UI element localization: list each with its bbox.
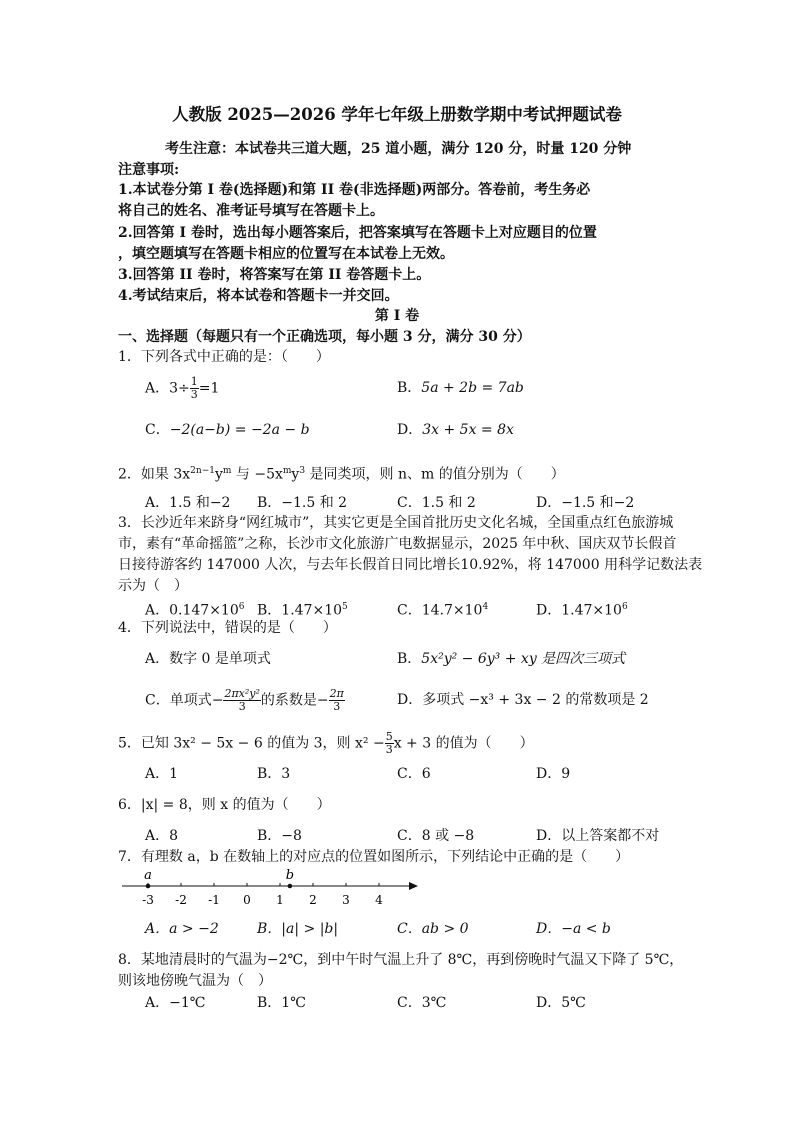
q6-option-b: B．−8: [257, 828, 302, 844]
q6-option-d: D．以上答案都不对: [536, 828, 660, 844]
q1-option-b: B．5a + 2b = 7ab: [397, 380, 524, 396]
volume-title: 第 I 卷: [374, 308, 420, 324]
q3-option-b: B．$1.47\times 10^5$: [257, 602, 348, 619]
notes-heading: 注意事项:: [118, 162, 180, 178]
q1-stem: 1．下列各式中正确的是：（ ）: [118, 349, 330, 365]
axis-tick-label: 1: [276, 893, 284, 907]
q5-option-b: B．3: [257, 766, 291, 782]
note-line: 2.回答第 I 卷时，选出每小题答案后，把答案填写在答题卡上对应题目的位置: [118, 225, 597, 241]
q3-stem-line: 示为（ ）: [118, 578, 188, 594]
q7-option-c: C．ab > 0: [397, 921, 469, 937]
q3-option-a: A．$0.147\times 10^6$: [145, 602, 245, 619]
q8-option-d: D．5℃: [536, 995, 586, 1011]
q3-option-d: D．$1.47\times 10^6$: [536, 602, 628, 619]
q1-option-d: D．3x + 5x = 8x: [397, 422, 514, 438]
axis-tick-label: 2: [309, 893, 317, 907]
q8-option-c: C．3℃: [397, 995, 447, 1011]
q4-stem: 4．下列说法中，错误的是（ ）: [118, 620, 337, 636]
note-line: 3.回答第 II 卷时，将答案写在第 II 卷答题卡上。: [118, 267, 431, 283]
q6-option-c: C．8 或 −8: [397, 828, 475, 844]
q4-option-c: C．单项式− $\frac{\text{2πx²y²}}{3}$ 的系数是− $\frac{2\pi}{3}$: [145, 687, 344, 713]
q7-option-a: A．a > −2: [145, 921, 219, 937]
exam-title: 人教版 2025—2026 学年七年级上册数学期中考试押题试卷: [172, 105, 622, 124]
q2-stem: 2．如果 $3x^{2n-1}y^m$ 与 $-5x^my^3$ 是同类项，则 n、m 的值分别为（ ）: [118, 466, 565, 483]
point-b-dot: [288, 884, 293, 889]
point-a-label: a: [144, 868, 152, 883]
q8-stem-line: 8．某地清晨时的气温为−2℃，到中午时气温上升了 8℃，再到傍晚时气温又下降了 5℃，: [118, 952, 684, 968]
note-line: 将自己的姓名、准考证号填写在答题卡上。: [118, 203, 384, 219]
point-a-dot: [146, 884, 151, 889]
number-line: [118, 864, 428, 910]
q5-option-c: C．6: [397, 766, 431, 782]
note-line: ，填空题填写在答题卡相应的位置写在本试卷上无效。: [118, 246, 454, 262]
axis-tick-label: 4: [375, 893, 383, 907]
q1-option-a: A．3÷ $\frac{1}{3}$ =1: [145, 375, 220, 401]
q5-option-a: A．1: [145, 766, 179, 782]
q1-option-c: C．−2(a−b) = −2a − b: [145, 422, 310, 438]
q2-option-c: C．1.5 和 2: [397, 495, 476, 511]
q3-option-c: C．$14.7\times 10^4$: [397, 602, 489, 619]
q5-stem: 5．已知 3x² − 5x − 6 的值为 3，则 x² − $\frac{5}{3}$ x + 3 的值为（ ）: [118, 730, 534, 756]
q6-stem: 6．|x| = 8，则 x 的值为（ ）: [118, 797, 331, 813]
q4-option-a: A．数字 0 是单项式: [145, 651, 271, 667]
axis-tick-label: -1: [208, 893, 220, 907]
q3-stem-line: 市，素有“革命摇篮”之称，长沙市文化旅游广电数据显示，2025 年中秋、国庆双节长假首: [118, 536, 677, 552]
q3-stem-line: 日接待游客约 147000 人次，与去年长假首日同比增长10.92%，将 147000 用科学记数法表: [118, 557, 703, 573]
q7-option-d: D．−a < b: [536, 921, 611, 937]
note-line: 1.本试卷分第 I 卷(选择题)和第 II 卷(非选择题)两部分。答卷前，考生务必: [118, 182, 591, 198]
q5-option-d: D．9: [536, 766, 571, 782]
q8-stem-line: 则该地傍晚气温为（ ）: [118, 973, 272, 989]
axis-tick-label: -3: [142, 893, 154, 907]
point-b-label: b: [285, 868, 295, 883]
candidate-notice: 考生注意：本试卷共三道大题，25 道小题，满分 120 分，时量 120 分钟: [165, 141, 632, 157]
number-line-arrow: [409, 882, 418, 890]
q7-stem: 7．有理数 a，b 在数轴上的对应点的位置如图所示，下列结论中正确的是（ ）: [118, 849, 630, 865]
axis-tick-label: 0: [243, 893, 251, 907]
q3-stem-line: 3．长沙近年来跻身“网红城市”，其实它更是全国首批历史文化名城，全国重点红色旅游城: [118, 515, 674, 531]
q4-option-d: D．多项式 −x³ + 3x − 2 的常数项是 2: [397, 692, 649, 708]
q2-option-a: A．1.5 和−2: [145, 495, 231, 511]
q2-option-d: D．−1.5 和−2: [536, 495, 635, 511]
q4-option-b: B．5x²y² − 6y³ + xy 是四次三项式: [397, 651, 626, 667]
axis-tick-label: 3: [342, 893, 350, 907]
q2-option-b: B．−1.5 和 2: [257, 495, 348, 511]
q7-option-b: B．|a| > |b|: [257, 921, 339, 937]
q8-option-b: B．1℃: [257, 995, 306, 1011]
note-line: 4.考试结束后，将本试卷和答题卡一并交回。: [118, 288, 399, 304]
q6-option-a: A．8: [145, 828, 179, 844]
q8-option-a: A．−1℃: [145, 995, 206, 1011]
section-title: 一、选择题（每题只有一个正确选项，每小题 3 分，满分 30 分）: [118, 329, 531, 345]
axis-tick-label: -2: [175, 893, 187, 907]
